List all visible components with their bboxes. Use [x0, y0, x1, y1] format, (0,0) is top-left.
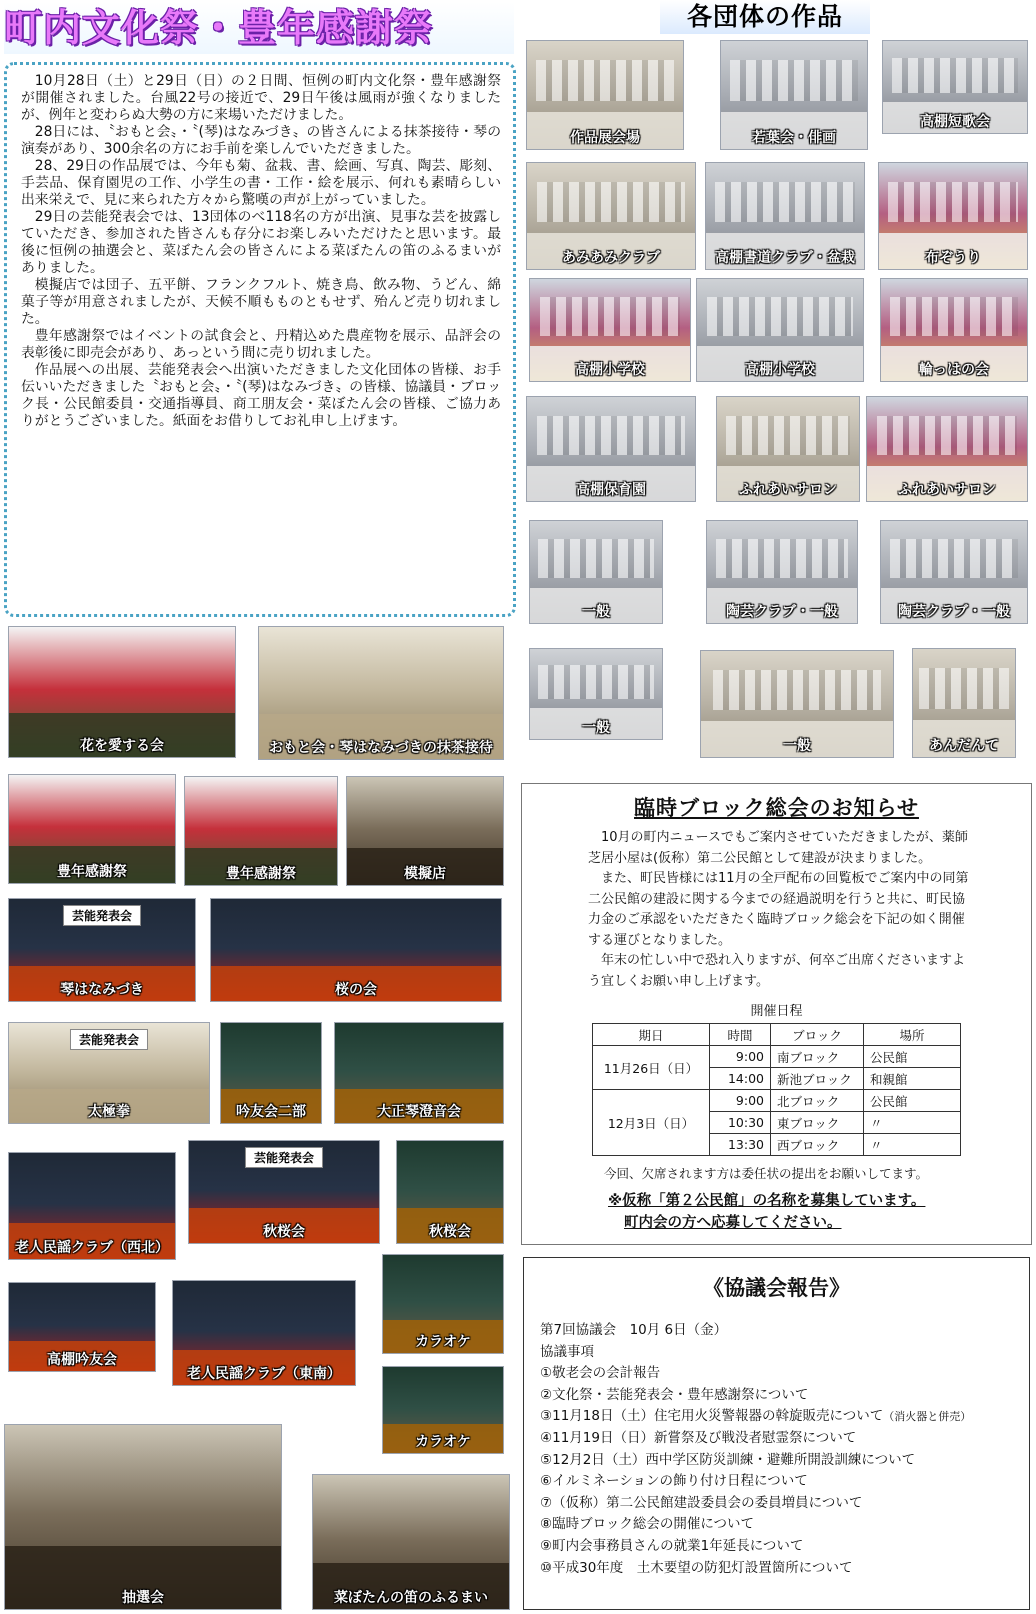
agenda-item-suffix: （消火器と併売）: [883, 1410, 972, 1424]
photo-caption: カラオケ: [415, 1334, 471, 1350]
photo-caption: あみあみクラブ: [562, 250, 660, 266]
photo-caption: 高棚小学校: [575, 362, 645, 378]
place-cell: 公民館: [864, 1090, 961, 1112]
photo-caption: 陶芸クラブ・一般: [898, 604, 1010, 620]
council-report: [523, 1257, 1030, 1610]
photo-caption: 布ぞうり: [925, 250, 981, 266]
agenda-item: ⑨町内会事務員さんの就業1年延長について: [540, 1537, 804, 1554]
photo-wappa: [880, 278, 1028, 382]
agenda-item: ④11月19日（日）新嘗祭及び戦没者慰霊祭について: [540, 1429, 857, 1446]
photo-caption: 高棚吟友会: [47, 1352, 117, 1368]
photo-caption: ふれあいサロン: [898, 482, 996, 498]
report-paragraph: 模擬店では団子、五平餅、フランクフルト、焼き鳥、飲み物、うどん、綿菓子等が用意されましたが、天候不順もものともせず、殆んど売り切れました。: [21, 277, 501, 327]
photo-tea-ceremony: [258, 626, 504, 760]
photo-caption: ふれあいサロン: [739, 482, 837, 498]
works-section-title: 各団体の作品: [660, 0, 870, 34]
photo-pottery-2: [880, 520, 1028, 624]
page-title: 町内文化祭・豊年感謝祭: [4, 2, 514, 54]
column-header: 場所: [864, 1024, 961, 1046]
column-header: ブロック: [771, 1024, 864, 1046]
photo-andante: [912, 648, 1016, 758]
photo-caption: 若葉会・俳画: [752, 130, 836, 146]
photo-koto-hanamizuki: [8, 898, 196, 1002]
photo-caption: 模擬店: [404, 866, 446, 882]
photo-elementary-2: [696, 278, 864, 382]
agenda-item: ⑩平成30年度 土木要望の防犯灯設置箇所について: [540, 1559, 853, 1576]
stage-banner: 芸能発表会: [63, 905, 141, 926]
photo-caption: 老人民謡クラブ（東南）: [187, 1366, 341, 1382]
block-cell: 新池ブロック: [771, 1068, 864, 1090]
column-header: 時間: [710, 1024, 771, 1046]
schedule-heading: 開催日程: [750, 1004, 803, 1019]
photo-caption: 太極拳: [88, 1104, 130, 1120]
place-cell: 公民館: [864, 1046, 961, 1068]
photo-caption: 高棚短歌会: [920, 114, 990, 130]
photo-caption: 抽選会: [122, 1590, 164, 1606]
schedule-table: [592, 1023, 961, 1156]
photo-lottery: [4, 1424, 282, 1610]
festival-report: [4, 62, 516, 617]
agenda-item: ⑧臨時ブロック総会の開催について: [540, 1516, 755, 1533]
photo-caption: 豊年感謝祭: [57, 864, 127, 880]
photo-general-1: [529, 520, 663, 624]
photo-taishogoto: [334, 1022, 504, 1124]
time-cell: 10:30: [710, 1112, 771, 1134]
naming-call: ※仮称「第２公民館」の名称を募集しています。: [608, 1193, 926, 1209]
table-row: [593, 1046, 961, 1068]
photo-flower-society: [8, 626, 236, 758]
photo-ginyu-kai: [220, 1022, 322, 1124]
photo-cosmos-2: [396, 1140, 504, 1244]
photo-caption: あんだんて: [929, 738, 999, 754]
photo-pottery-1: [706, 520, 858, 624]
place-cell: 〃: [864, 1112, 961, 1134]
stage-banner: 芸能発表会: [245, 1147, 323, 1168]
photo-nunozori: [878, 162, 1028, 270]
photo-shodo-bonsai: [705, 162, 865, 270]
block-cell: 北ブロック: [771, 1090, 864, 1112]
notice-paragraph: 10月の町内ニュースでもご案内させていただきましたが、薬師芝居小屋は(仮称）第二公民館として建設が決まりました。: [588, 830, 968, 866]
photo-harvest-2: [184, 776, 338, 886]
photo-caption: カラオケ: [415, 1434, 471, 1450]
agenda-heading: 協議事項: [540, 1343, 594, 1360]
date-cell: 12月3日（日）: [593, 1090, 710, 1156]
photo-caption: 琴はなみづき: [60, 982, 144, 998]
photo-sakura-kai: [210, 898, 502, 1002]
time-cell: 13:30: [710, 1134, 771, 1156]
photo-caption: 吟友会二部: [236, 1104, 306, 1120]
photo-caption: 秋桜会: [263, 1224, 305, 1240]
table-row: [593, 1090, 961, 1112]
photo-general-2: [529, 648, 663, 740]
photo-works-hall: [526, 40, 684, 150]
report-paragraph: 作品展への出展、芸能発表会へ出演いただきました文化団体の皆様、お手伝いいただきました〝おもと会〟・〝(琴)はなみづき〟の皆様、協議員・ブロック長・公民館委員・交通指導員、商工朋友会・菜ぼたん会の皆様、ご協力ありがとうございました。紙面をお借りしてお礼申し上げます。: [21, 362, 501, 429]
report-paragraph: 28日には、〝おもと会〟・〝(琴)はなみづき〟の皆さんによる抹茶接待・琴の演奏があり、300余名の方にお手前を楽しんでいただきました。: [21, 124, 501, 157]
block-cell: 西ブロック: [771, 1134, 864, 1156]
photo-wakaba-haiga: [720, 40, 868, 150]
photo-caption: 高棚書道クラブ・盆栽: [715, 250, 855, 266]
photo-fureai-2: [866, 396, 1028, 502]
stage-banner: 芸能発表会: [70, 1029, 148, 1050]
photo-caption: 高棚保育園: [576, 482, 646, 498]
agenda-item: ⑥イルミネーションの飾り付け日程について: [540, 1473, 808, 1490]
photo-caption: 秋桜会: [429, 1224, 471, 1240]
photo-caption: 高棚小学校: [745, 362, 815, 378]
notice-paragraph: 年末の忙しい中で恐れ入りますが、何卒ご出席くださいますよう宜しくお願い申し上げます。: [588, 953, 966, 989]
photo-ginyu-takatana: [8, 1282, 156, 1372]
time-cell: 14:00: [710, 1068, 771, 1090]
notice-title: 臨時ブロック総会のお知らせ: [634, 796, 919, 820]
photo-caption: 菜ぼたんの笛のふるまい: [334, 1590, 488, 1606]
photo-caption: 一般: [582, 604, 610, 620]
photo-fureai-1: [716, 396, 860, 502]
place-cell: 〃: [864, 1134, 961, 1156]
photo-caption: 老人民謡クラブ（西北）: [15, 1240, 169, 1256]
photo-caption: 豊年感謝祭: [226, 866, 296, 882]
photo-caption: 作品展会場: [570, 130, 640, 146]
photo-stalls: [346, 776, 504, 886]
agenda-item: ⑤12月2日（土）西中学区防災訓練・避難所開設訓練について: [540, 1451, 916, 1468]
agenda-item: [540, 1406, 1013, 1428]
block-cell: 東ブロック: [771, 1112, 864, 1134]
notice-paragraph: また、町民皆様には11月の全戸配布の回覧板でご案内中の同第二公民館の建設に関する今までの経過説明を行うと共に、町民協力金のご承認をいただきたく臨時ブロック総会を下記の如く開催する運びとなりました。: [588, 871, 969, 948]
photo-nursery: [526, 396, 696, 502]
photo-general-3: [700, 650, 894, 758]
agenda-item-text: ③11月18日（土）住宅用火災警報器の斡旋販売について: [540, 1408, 884, 1425]
agenda-item: ①敬老会の会計報告: [540, 1365, 661, 1382]
column-header: 期日: [593, 1024, 710, 1046]
photo-caption: 桜の会: [335, 982, 377, 998]
table-header-row: [593, 1024, 961, 1046]
council-title: 《協議会報告》: [703, 1276, 850, 1300]
place-cell: 和親館: [864, 1068, 961, 1090]
photo-caption: 花を愛する会: [80, 738, 164, 754]
photo-karaoke-2: [382, 1366, 504, 1454]
photo-caption: 一般: [582, 720, 610, 736]
photo-cosmos-1: [188, 1140, 380, 1244]
report-paragraph: 28、29日の作品展では、今年も菊、盆栽、書、絵画、写真、陶芸、彫刻、手芸品、保育園児の工作、小学生の書・工作・絵を展示、何れも素晴らしい出来栄えで、見に来られた方々から驚嘆の声が上がっていました。: [21, 158, 501, 208]
photo-karaoke-1: [382, 1254, 504, 1354]
date-cell: 11月26日（日）: [593, 1046, 710, 1090]
report-paragraph: 10月28日（土）と29日（日）の２日間、恒例の町内文化祭・豊年感謝祭が開催されました。台風22号の接近で、29日午後は風雨が強くなりましたが、例年と変わらぬ大勢の方に来場いただけました。: [21, 73, 501, 123]
photo-caption: 大正琴澄音会: [377, 1104, 461, 1120]
agenda-item: ②文化祭・芸能発表会・豊年感謝祭について: [540, 1386, 809, 1403]
photo-caption: 輪っはの会: [919, 362, 989, 378]
photo-caption: 一般: [783, 738, 811, 754]
photo-minyo-northwest: [8, 1152, 176, 1260]
agenda-item: ⑦（仮称）第二公民館建設委員会の委員増員について: [540, 1494, 863, 1511]
photo-nabotan: [312, 1474, 510, 1610]
block-cell: 南ブロック: [771, 1046, 864, 1068]
photo-taichi: [8, 1022, 210, 1124]
photo-minyo-southeast: [172, 1280, 356, 1386]
photo-caption: 陶芸クラブ・一般: [726, 604, 838, 620]
block-meeting-notice: [521, 783, 1032, 1245]
time-cell: 9:00: [710, 1090, 771, 1112]
photo-tanka: [882, 40, 1028, 134]
report-paragraph: 29日の芸能発表会では、13団体のべ118名の方が出演、見事な芸を披露していただき、参加された皆さんも存分にお楽しみいただけたと思います。最後に恒例の抽選会と、菜ぼたん会の皆さんによる菜ぼたんの笛のふるまいがありました。: [21, 209, 501, 276]
proxy-note: 今回、欠席されます方は委任状の提出をお願いしてます。: [604, 1166, 929, 1181]
meeting-line: 第7回協議会 10月 6日（金）: [540, 1322, 728, 1338]
naming-call-2: 町内会の方へ応募してください。: [624, 1215, 842, 1231]
photo-elementary-1: [529, 278, 691, 382]
photo-caption: おもと会・琴はなみづきの抹茶接待: [269, 740, 493, 756]
time-cell: 9:00: [710, 1046, 771, 1068]
photo-harvest-1: [8, 774, 176, 884]
report-paragraph: 豊年感謝祭ではイベントの試食会と、丹精込めた農産物を展示、品評会の表彰後に即売会があり、あっという間に売り切れました。: [21, 328, 501, 361]
photo-amiami: [526, 162, 696, 270]
